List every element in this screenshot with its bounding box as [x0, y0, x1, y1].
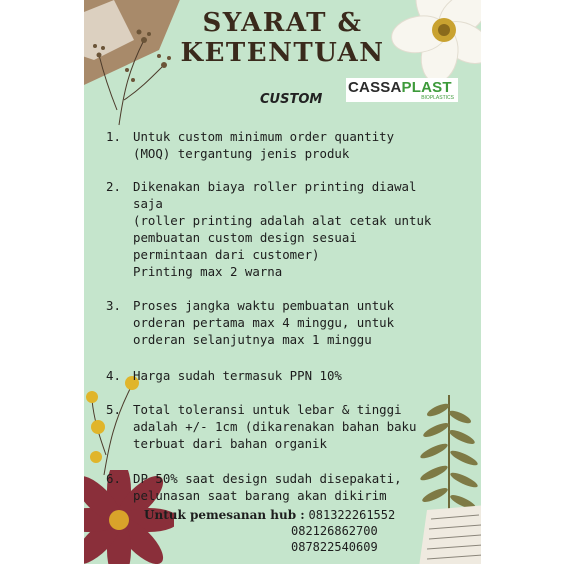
item-line: pembuatan custom design sesuai [133, 230, 357, 245]
item-line: Dikenakan biaya roller printing diawal [133, 179, 417, 194]
item-number: 6. [106, 471, 121, 486]
newspaper-scrap-decoration [419, 505, 481, 564]
title-line-1: SYARAT & [202, 8, 363, 38]
item-line: orderan pertama max 4 minggu, untuk [133, 315, 395, 330]
item-line: permintaan dari customer) [133, 247, 320, 262]
logo-text-part-1: CASSA [348, 79, 402, 96]
contact-phone: 081322261552 [308, 508, 396, 522]
logo-subtext: BIOPLASTICS [421, 95, 454, 101]
item-line: Total toleransi untuk lebar & tinggi [133, 402, 402, 417]
item-line: (roller printing adalah alat cetak untuk [133, 213, 432, 228]
item-line: Proses jangka waktu pembuatan untuk [133, 298, 395, 313]
item-number: 5. [106, 402, 121, 417]
contact-info [144, 507, 395, 555]
item-number: 4. [106, 368, 121, 383]
item-line: (MOQ) tergantung jenis produk [133, 146, 350, 161]
contact-phone: 082126862700 [291, 524, 378, 538]
item-number: 3. [106, 298, 121, 313]
item-line: Harga sudah termasuk PPN 10% [133, 368, 342, 383]
item-line: saja [133, 196, 163, 211]
item-line: Printing max 2 warna [133, 264, 283, 279]
item-line: terbuat dari bahan organik [133, 436, 327, 451]
logo-text-part-2: PLAST [401, 79, 452, 96]
item-line: orderan selanjutnya max 1 minggu [133, 332, 372, 347]
brand-logo [346, 78, 458, 102]
title-line-2: KETENTUAN [180, 38, 385, 68]
item-line: DP 50% saat design sudah disepakati, [133, 471, 402, 486]
item-line: Untuk custom minimum order quantity [133, 129, 395, 144]
contact-label: Untuk pemesanan hub : [144, 508, 305, 522]
poster [84, 0, 481, 564]
section-subtitle: CUSTOM [260, 92, 323, 107]
item-number: 2. [106, 179, 121, 194]
contact-phone: 087822540609 [291, 540, 378, 554]
item-line: pelunasan saat barang akan dikirim [133, 488, 387, 503]
item-number: 1. [106, 129, 121, 144]
item-line: adalah +/- 1cm (dikarenakan bahan baku [133, 419, 417, 434]
